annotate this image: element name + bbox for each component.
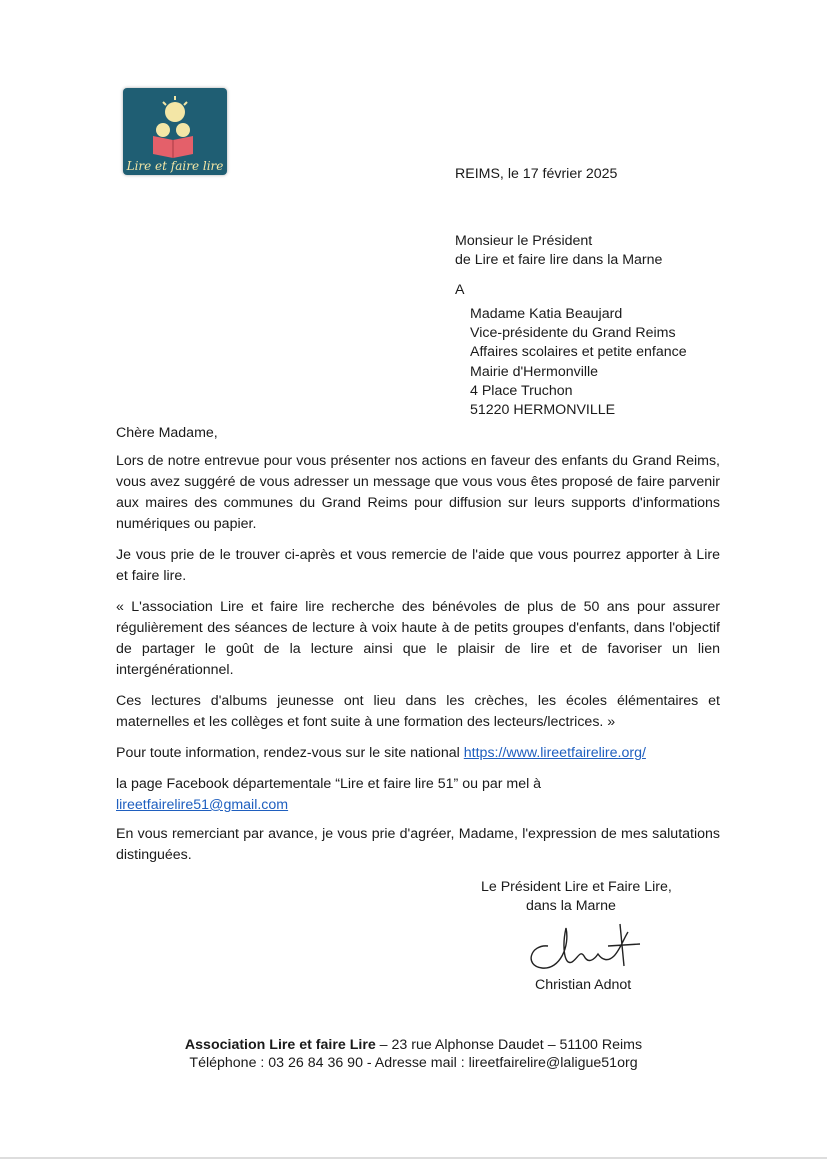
recipient-line: Vice-présidente du Grand Reims — [470, 325, 676, 341]
email-link[interactable]: lireetfairelire51@gmail.com — [116, 797, 289, 813]
info-text: Pour toute information, rendez-vous sur le site national — [116, 745, 464, 761]
to-label: A — [455, 282, 465, 298]
sender-line: de Lire et faire lire dans la Marne — [455, 252, 663, 268]
signature-title: Le Président Lire et Faire Lire, — [481, 879, 672, 895]
letter-body — [116, 451, 720, 995]
body-paragraph: Lors de notre entrevue pour vous présenter nos actions en faveur des enfants du Grand Reims, vous avez suggéré de vous adresser un message que vous vous êtes proposé de faire parvenir aux maires des communes du Grand Reims pour diffusion sur leurs supports d'informations numériques ou papier. — [116, 453, 720, 532]
recipient-line: 51220 HERMONVILLE — [470, 402, 616, 418]
sender-line: Monsieur le Président — [455, 233, 593, 249]
recipient-line: Mairie d'Hermonville — [470, 364, 599, 380]
website-link[interactable]: https://www.lireetfairelire.org/ — [463, 745, 646, 761]
footer-contact: Téléphone : 03 26 84 36 90 - Adresse mail : lireetfairelire@laligue51org — [189, 1055, 638, 1071]
letter-date: REIMS, le 17 février 2025 — [455, 166, 618, 182]
quoted-paragraph: « L'association Lire et faire lire recherche des bénévoles de plus de 50 ans pour assurer régulièrement des séances de lecture à voix haute à de petits groupes d'enfants, dans l'objectif de partager le goût de la lecture ainsi que le plaisir de lire et de favoriser un lien intergénérationnel. — [116, 599, 720, 678]
signatory-name: Christian Adnot — [535, 977, 632, 993]
logo — [123, 88, 227, 175]
footer-address — [0, 1036, 827, 1054]
footer-address-text: – 23 rue Alphonse Daudet – 51100 Reims — [375, 1037, 643, 1053]
recipient-line: Affaires scolaires et petite enfance — [470, 344, 687, 360]
recipient-line: Madame Katia Beaujard — [470, 306, 623, 322]
footer-org: Association Lire et faire Lire — [184, 1037, 376, 1053]
closing-paragraph: En vous remerciant par avance, je vous prie d'agréer, Madame, l'expression de mes salutations distinguées. — [116, 826, 720, 863]
quoted-paragraph: Ces lectures d'albums jeunesse ont lieu dans les crèches, les écoles élémentaires et maternelles et les collèges et font suite à une formation des lecteurs/lectrices. » — [116, 693, 720, 730]
svg-text:Lire et faire lire: Lire et faire lire — [126, 159, 224, 173]
salutation: Chère Madame, — [116, 425, 218, 441]
lire-et-faire-lire-logo-icon — [123, 88, 227, 175]
body-paragraph: Je vous prie de le trouver ci-après et vous remercie de l'aide que vous pourrez apporter à Lire et faire lire. — [116, 547, 720, 584]
facebook-text: la page Facebook départementale “Lire et faire lire 51” ou par mel à — [116, 776, 542, 792]
info-line — [116, 743, 720, 764]
signature-title: dans la Marne — [526, 898, 616, 914]
handwritten-signature-icon — [520, 916, 650, 976]
page-edge — [0, 1157, 827, 1159]
recipient-line: 4 Place Truchon — [470, 383, 573, 399]
